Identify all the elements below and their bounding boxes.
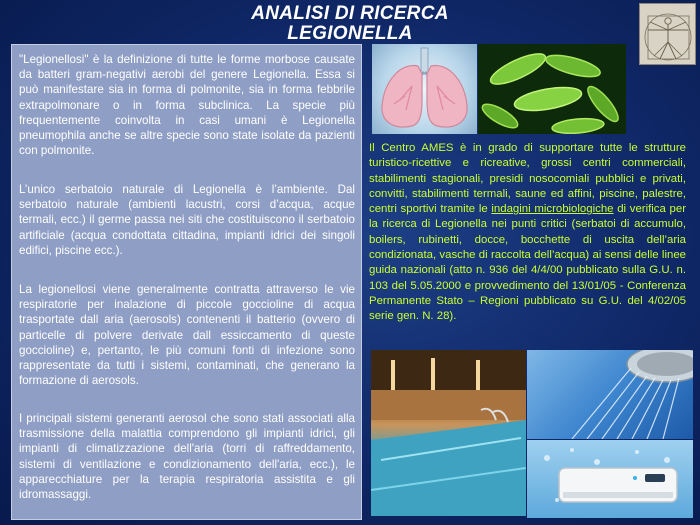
lungs-image: [372, 44, 477, 134]
title-line-1: ANALISI DI RICERCA: [251, 3, 449, 24]
spa-pool-image: [371, 350, 526, 516]
ames-text-start: Il Centro AMES è in grado di supportare tutte le strutture turistico-ricettive e ricreative, grossi centri commerciali, stabilimenti stagionali, presidi nosocomiali pubblici e privati, convitti, stabilimenti termali, saune ed affini, piscine, palestre, centri sportivi tramite le: [369, 142, 686, 216]
definition-paragraph: "Legionellosi" è la definizione di tutte le forme morbose causate da batteri gram-negativi aerobi del genere Legionella. Essa si può manifestare sia in forma di polmonite, sia in forma febbrile extrapolmonare o in forma subclinica. La specie più frequentemente coinvolta in casi umani è Legionella pneumophila anche se altre specie sono state isolate da pazienti con polmonite.: [19, 53, 355, 158]
reservoir-paragraph: L’unico serbatoio naturale di Legionella è l’ambiente. Dal serbatoio naturale (ambienti lacustri, corsi d’acqua, acque termali, ecc.) il germe passa nei siti che costituiscono il serbatoio artificiale (acqua condottata cittadina, impianti idrici dei singoli edifici, piscine ecc.).: [19, 183, 355, 257]
title-line-2: LEGIONELLA: [287, 23, 413, 44]
transmission-paragraph: La legionellosi viene generalmente contratta attraverso le vie respiratorie per inalazione di piccole goccioline di acqua trasportate dall aria (aerosols) contenenti il batterio (ovvero di particelle di polvere derivate dall essiccamento di queste goccioline) e, pertanto, le più comuni fonti di infezione sono rappresentate da tutti i sistemi, contaminati, che generano la formazione di aerosols.: [19, 283, 355, 388]
bacteria-image: [478, 44, 626, 134]
legionella-info-panel: [11, 44, 362, 520]
ames-text-end: di verifica per la ricerca di Legionella nei punti critici (serbatoi di accumulo, boilers, rubinetti, docce, bocchette di uscita dell’aria condizionata, vasche di raccolta dell’acqua) ai sensi delle linee guida nazionali (atto n. 936 del 4/4/00 pubblicato sulla G.U. n. 103 del 5.05.2000 e provvedimento del 13/01/05 - Conferenza Permanente Stato – Regioni pubblicato su G.U. del 4/02/05 serie gen. N. 28).: [369, 203, 686, 323]
aerosol-systems-paragraph: I principali sistemi generanti aerosol che sono stati associati alla trasmissione della malattia comprendono gli impianti idrici, gli impianti di climatizzazione dell'aria (torri di raffreddamento, sistemi di ventilazione e condizionamento dell'aria, ecc.), le apparecchiature per la terapia respiratoria assistita e gli idromassaggi.: [19, 412, 355, 502]
page-title: [180, 4, 520, 44]
shower-image: [527, 350, 693, 439]
air-conditioner-image: [527, 440, 693, 518]
vitruvian-man-logo: [639, 3, 696, 65]
microbiological-analysis-link[interactable]: indagini microbiologiche: [491, 203, 614, 216]
ames-service-paragraph: [369, 141, 686, 325]
